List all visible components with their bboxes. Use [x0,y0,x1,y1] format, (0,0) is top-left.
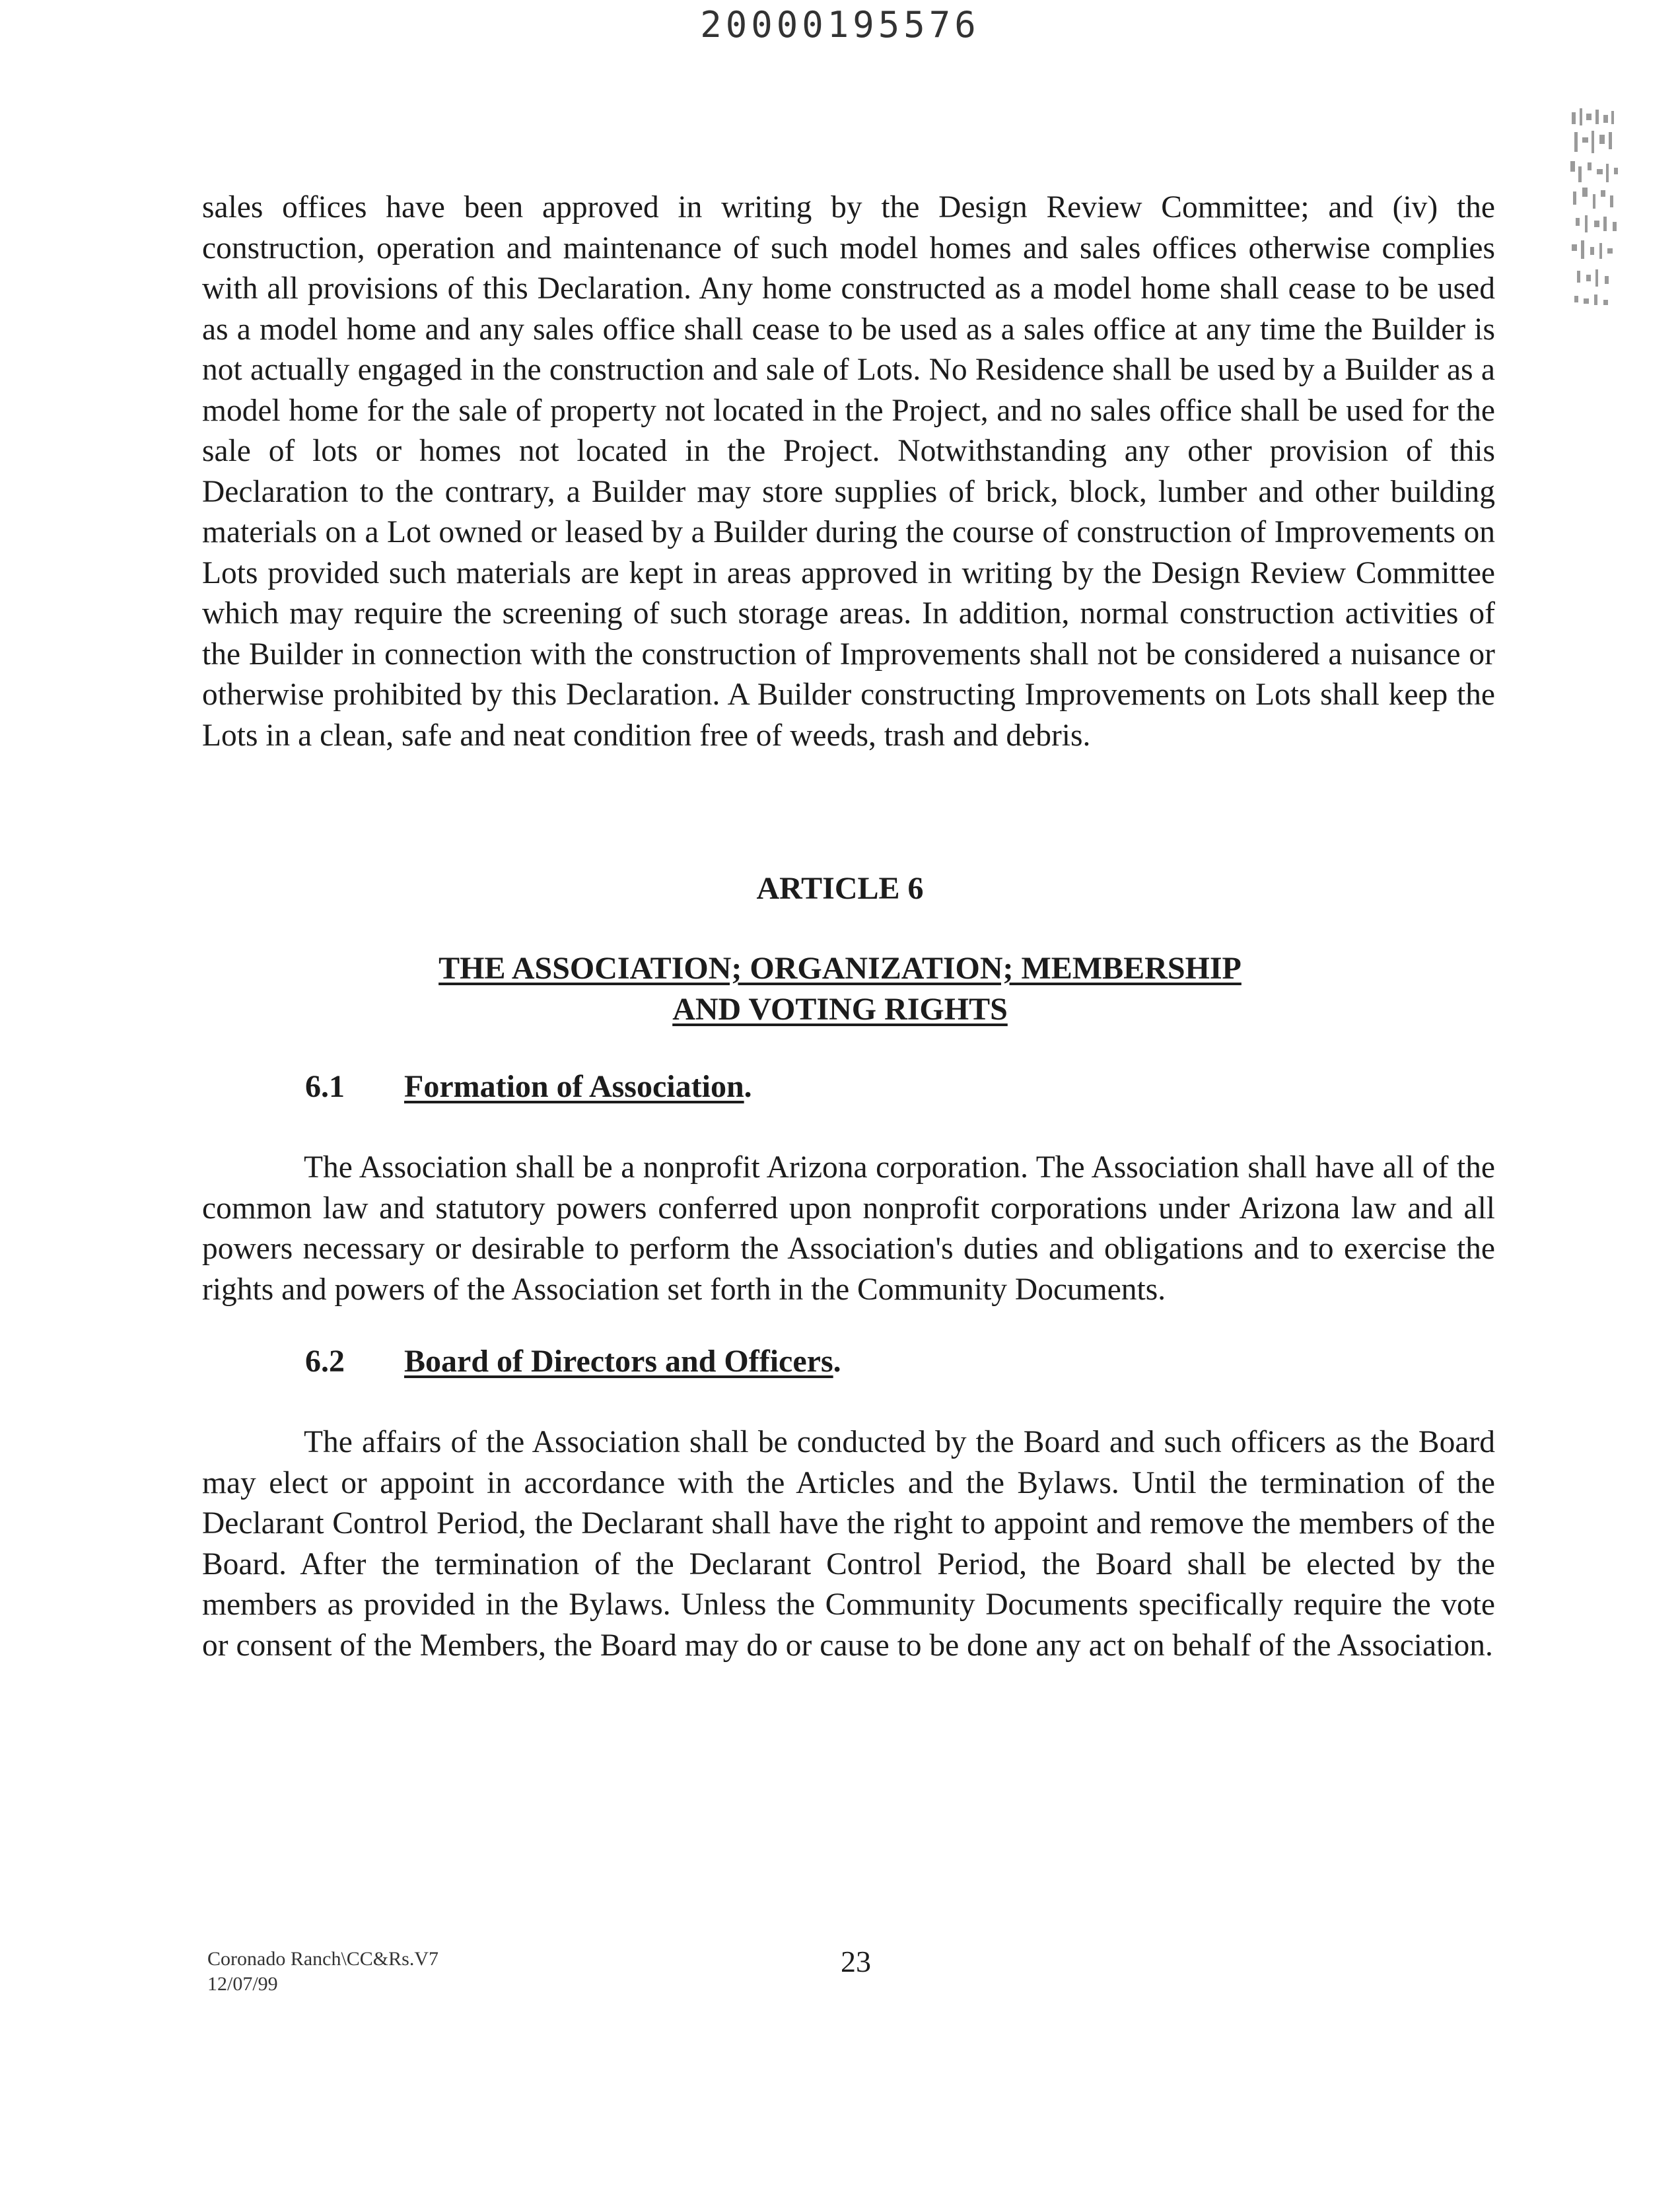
footer-date: 12/07/99 [207,1973,278,1995]
section-heading-6-1 [305,1068,752,1105]
continuation-paragraph: sales offices have been approved in writing by the Design Review Committee; and (iv) the construction, operation and maintenance of such model homes and sales offices otherwise complies with all provisions of this Declaration. Any home constructed as a model home shall cease to be used as a model home and any sales office shall cease to be used as a sales office at any time the Builder is not actually engaged in the construction and sale of Lots. No Residence shall be used by a Builder as a model home for the sale of property not located in the Project, and no sales office shall be used for the sale of lots or homes not located in the Project. Notwithstanding any other provision of this Declaration to the contrary, a Builder may store supplies of brick, block, lumber and other building materials on a Lot owned or leased by a Builder during the course of construction of Improvements on Lots provided such materials are kept in areas approved in writing by the Design Review Committee which may require the screening of such storage areas. In addition, normal construction activities of the Builder in connection with the construction of Improvements shall not be considered a nuisance or otherwise prohibited by this Declaration. A Builder constructing Improvements on Lots shall keep the Lots in a clean, safe and neat condition free of weeds, trash and debris. [202,190,1495,753]
document-number: 20000195576 [700,4,980,46]
section-title: Formation of Association [404,1069,744,1104]
footer-file-name: Coronado Ranch\CC&Rs.V7 [207,1948,438,1970]
footer-file-reference [207,1947,438,1997]
section-number: 6.2 [305,1344,345,1379]
section-number: 6.1 [305,1069,345,1104]
section-title-period: . [833,1344,841,1379]
section-title-period: . [744,1069,752,1104]
section-title: Board of Directors and Officers [404,1344,833,1379]
article-title-line-1: THE ASSOCIATION; ORGANIZATION; MEMBERSHIP [438,951,1242,986]
article-title [0,948,1680,1030]
article-title-line-2: AND VOTING RIGHTS [672,992,1008,1027]
section-6-1-paragraph: The Association shall be a nonprofit Arizona corporation. The Association shall have all of the common law and statutory powers conferred upon nonprofit corporations under Arizona law and all powers necessary or desirable to perform the Association's duties and obligations and to exercise the rights and powers of the Association set forth in the Community Documents. [202,1150,1495,1307]
recording-stamp-mark [1565,106,1625,317]
article-heading: ARTICLE 6 [756,871,924,906]
section-6-2-paragraph: The affairs of the Association shall be conducted by the Board and such officers as the Board may elect or appoint in accordance with the Articles and the Bylaws. Until the termination of the Declarant Control Period, the Declarant shall have the right to appoint and remove the members of the Board. After the termination of the Declarant Control Period, the Board shall be elected by the members as provided in the Bylaws. Unless the Community Documents specifically require the vote or consent of the Members, the Board may do or cause to be done any act on behalf of the Association. [202,1425,1495,1663]
section-heading-6-2 [305,1343,841,1379]
page-number: 23 [841,1945,871,1978]
